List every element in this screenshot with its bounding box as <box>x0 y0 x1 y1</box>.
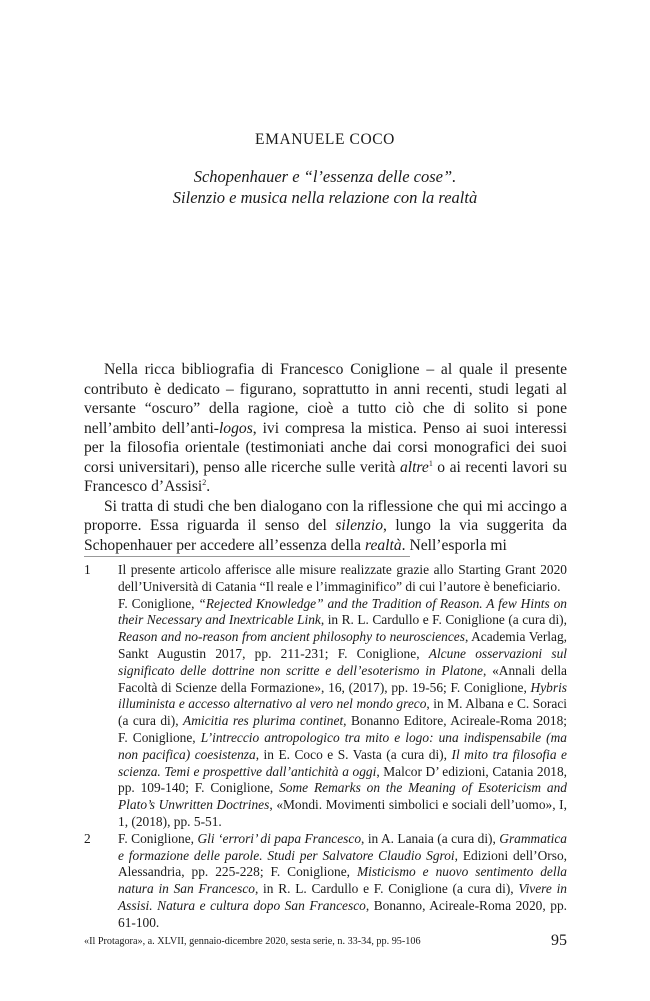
footnote-text: F. Coniglione, Gli ‘errori’ di papa Francesco, in A. Lanaia (a cura di), Grammatica e formazione delle parole. Studi per Salvatore Claudio Sgroi, Edizioni dell’Orso, Alessandria, pp. 225-228; F. Coniglione, Misticismo e nuovo sentimento della natura in San Francesco, in R. L. Cardullo e F. Coniglione (a cura di), Vivere in Assisi. Natura e cultura dopo San Francesco, Bonanno, Acireale-Roma 2020, pp. 61-100. <box>118 830 567 930</box>
footnote-separator <box>84 556 410 557</box>
title-line-2: Silenzio e musica nella relazione con la realtà <box>172 188 478 207</box>
title-line-1: Schopenhauer e “l’essenza delle cose”. <box>193 167 457 186</box>
author-name: EMANUELE COCO <box>255 131 395 148</box>
footnote-2 <box>84 831 567 932</box>
footnote-ref-2[interactable]: 2 <box>202 478 207 487</box>
body-paragraph-2: Si tratta di studi che ben dialogano con la riflessione che qui mi accingo a proporre. Essa riguarda il senso del silenzio, lungo la via suggerita da Schopenhauer per accedere all’essenza della realtà. Nell’esporla mi <box>84 497 567 554</box>
footnote-number: 1 <box>84 562 91 577</box>
footnote-ref-1[interactable]: 1 <box>428 458 433 468</box>
journal-reference: «Il Protagora», a. XLVII, gennaio-dicembre 2020, sesta serie, n. 33-34, pp. 95-106 <box>84 936 421 947</box>
page-footer <box>84 932 567 952</box>
body-text <box>84 360 567 555</box>
body-paragraph-1: Nella ricca bibliografia di Francesco Coniglione – al quale il presente contributo è dedicato – figurano, soprattutto in anni recenti, studi legati al versante “oscuro” della ragione, cioè a tutto ciò che di solito si pone nell’ambito dell’anti-logos, ivi compresa la mistica. Penso ai suoi interessi per la filosofia orientale (testimoniati anche dai corsi monografici dei suoi corsi universitari), penso alle ricerche sulle verità altre$^1$ o ai recenti lavori su Francesco d’Assisi$^2$. <box>84 361 567 495</box>
footnote-1 <box>84 562 567 831</box>
footnote-number: 2 <box>84 830 91 846</box>
footnotes <box>84 562 567 932</box>
page-number: 95 <box>551 932 567 949</box>
article-title <box>0 166 650 208</box>
footnote-text: Il presente articolo afferisce alle misure realizzate grazie allo Starting Grant 2020 dell’Università di Catania “Il reale e l’immaginifico” di cui l’autore è beneficiario. F. Coniglione, “Rejected Knowledge” and the Tradition of Reason. A few Hints on their Necessary and Inextricable Link, in R. L. Cardullo e F. Coniglione (a cura di), Reason and no-reason from ancient philosophy to neurosciences, Academia Verlag, Sankt Augustin 2017, pp. 211-231; F. Coniglione, Alcune osservazioni sul significato delle dottrine non scritte e dell’esoterismo in Platone, «Annali della Facoltà di Scienze della Formazione», 16, (2017), pp. 19-56; F. Coniglione, Hybris illuminista e accesso alternativo al vero nel mondo greco, in M. Albana e C. Soraci (a cura di), Amicitia res plurima continet, Bonanno Editore, Acireale-Roma 2018; F. Coniglione, L’intreccio antropologico tra mito e logo: una indispensabile (ma non pacifica) coesistenza, in E. Coco e S. Vasta (a cura di), Il mito tra filosofia e scienza. Temi e prospettive dall’antichità a oggi, Malcor D’ edizioni, Catania 2018, pp. 109-140; F. Coniglione, Some Remarks on the Meaning of Esotericism and Plato’s Unwritten Doctrines, «Mondi. Movimenti simbolici e sociali dell’uomo», I, 1, (2018), pp. 5-51. <box>118 562 568 829</box>
